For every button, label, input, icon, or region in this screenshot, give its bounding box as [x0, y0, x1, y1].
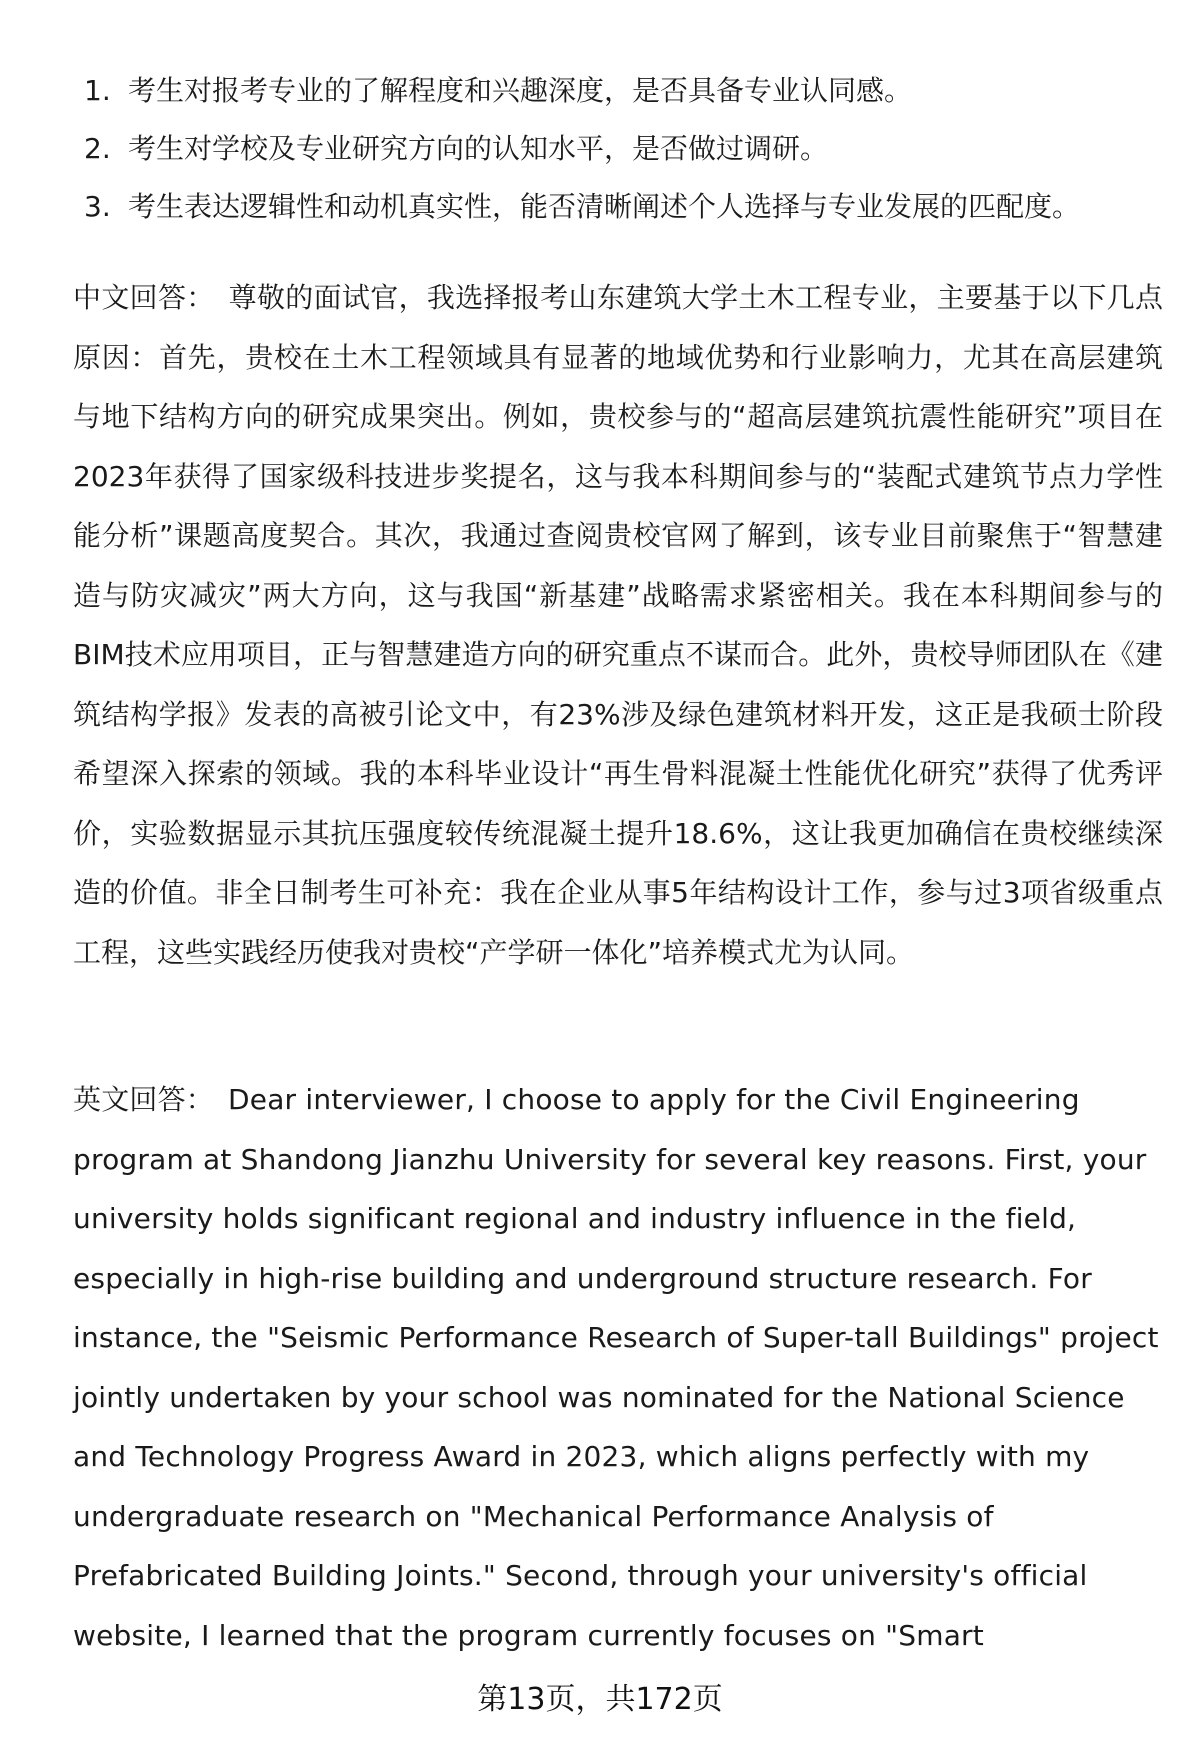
criteria-text: 考生对学校及专业研究方向的认知水平，是否做过调研。 — [128, 132, 829, 165]
criteria-number: 2. — [84, 132, 111, 165]
criteria-number: 3. — [84, 190, 111, 223]
chinese-answer-label: 中文回答： — [73, 281, 215, 314]
chinese-answer-text: 尊敬的面试官，我选择报考山东建筑大学土木工程专业，主要基于以下几点原因：首先，贵校在土木工程领域具有显著的地域优势和行业影响力，尤其在高层建筑与地下结构方向的研究成果突出。例如，贵校参与的“超高层建筑抗震性能研究”项目在2023年获得了国家级科技进步奖提名，这与我本科期间参与的“装配式建筑节点力学性能分析”课题高度契合。其次，我通过查阅贵校官网了解到，该专业目前聚焦于“智慧建造与防灾减灾”两大方向，这与我国“新基建”战略需求紧密相关。我在本科期间参与的BIM技术应用项目，正与智慧建造方向的研究重点不谋而合。此外，贵校导师团队在《建筑结构学报》发表的高被引论文中，有23%涉及绿色建筑材料开发，这正是我硕士阶段希望深入探索的领域。我的本科毕业设计“再生骨料混凝土性能优化研究”获得了优秀评价，实验数据显示其抗压强度较传统混凝土提升18.6%，这让我更加确信在贵校继续深造的价值。非全日制考生可补充：我在企业从事5年结构设计工作，参与过3项省级重点工程，这些实践经历使我对贵校“产学研一体化”培养模式尤为认同。 — [73, 281, 1163, 969]
page-number-footer: 第13页，共172页 — [477, 1682, 723, 1717]
chinese-answer-paragraph — [73, 268, 1163, 982]
criteria-number: 1. — [84, 74, 111, 107]
criteria-text: 考生表达逻辑性和动机真实性，能否清晰阐述个人选择与专业发展的匹配度。 — [128, 190, 1081, 223]
english-answer-label: 英文回答： — [73, 1083, 215, 1116]
english-answer-text: Dear interviewer, I choose to apply for the Civil Engineering program at Shandong Jianzhu University for several key reasons. First, your university holds significant regional and industry influence in the field, especially in high-rise building and underground structure research. For instance, the "Seismic Performance Research of Super-tall Buildings" project jointly undertaken by your school was nominated for the National Science and Technology Progress Award in 2023, which aligns perfectly with my undergraduate research on "Mechanical Performance Analysis of Prefabricated Building Joints." Second, through your university's official website, I learned that the program currently focuses on "Smart — [73, 1083, 1159, 1652]
criteria-text: 考生对报考专业的了解程度和兴趣深度，是否具备专业认同感。 — [128, 74, 913, 107]
criteria-item — [84, 62, 1164, 120]
criteria-item — [84, 120, 1164, 178]
evaluation-criteria-list — [84, 62, 1164, 236]
english-answer-paragraph — [73, 1070, 1163, 1665]
criteria-item — [84, 178, 1164, 236]
